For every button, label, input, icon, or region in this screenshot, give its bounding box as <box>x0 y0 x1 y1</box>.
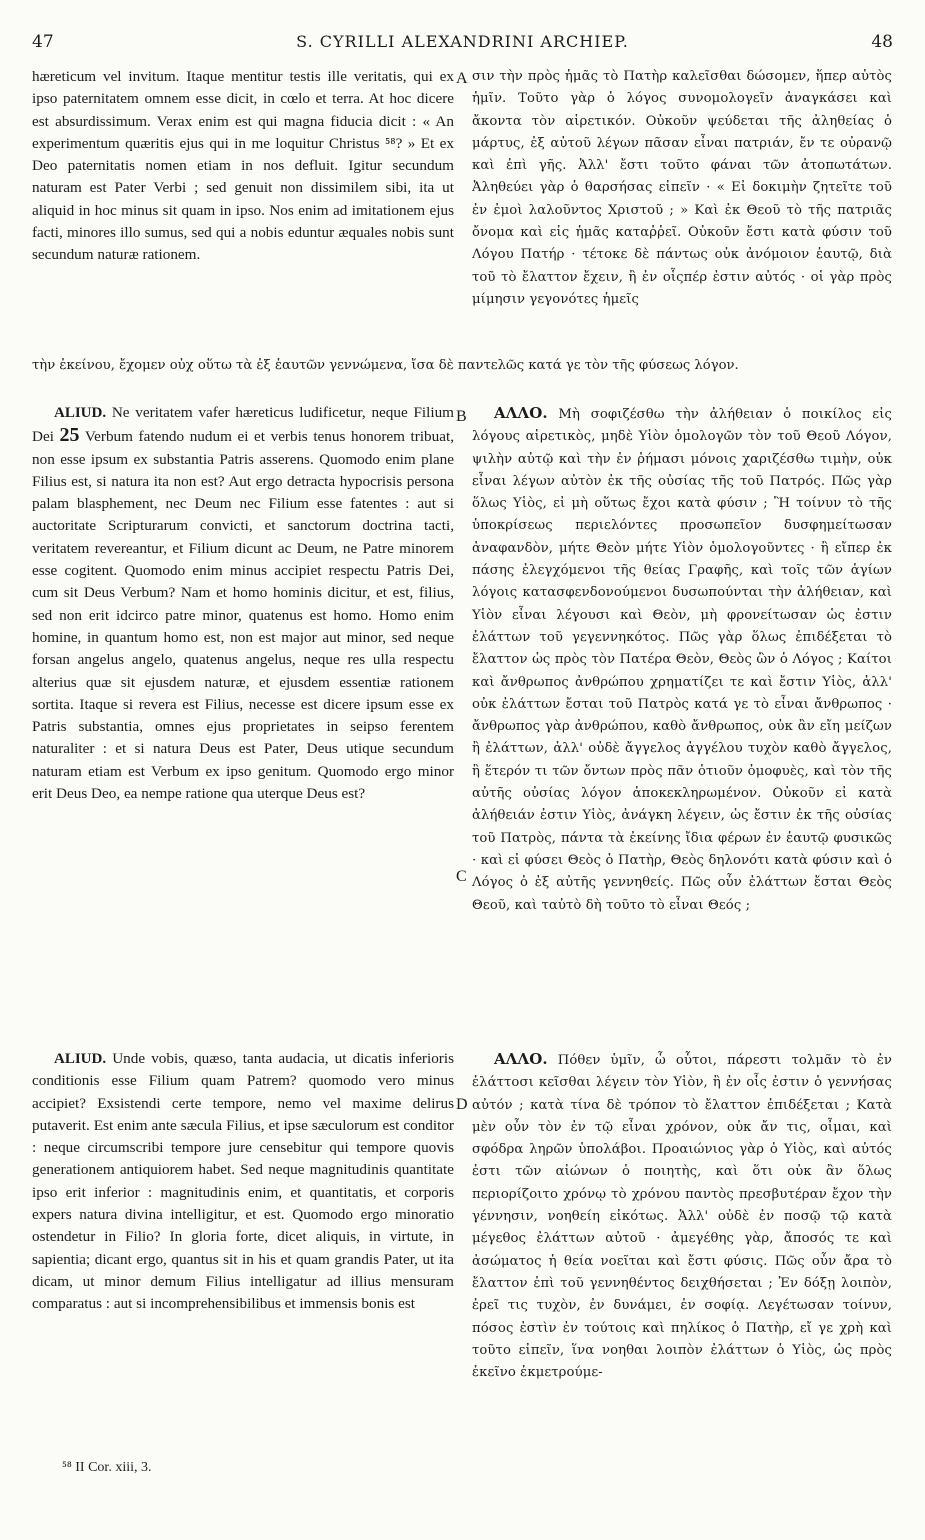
greek-paragraph-1-continuation: τὴν ἐκείνου, ἔχομεν οὐχ οὕτω τὰ ἐξ ἑαυτῶν γεννώμενα, ἴσα δὲ παντελῶς κατά γε τὸν τῆς φύσεως λόγον. <box>32 358 739 373</box>
page-number-right: 48 <box>871 32 893 52</box>
greek-paragraph-2 <box>472 402 892 917</box>
margin-marker-b: B <box>456 408 467 425</box>
margin-marker-c: C <box>456 868 467 885</box>
latin-paragraph-3 <box>32 1048 454 1316</box>
latin-paragraph-2-text-a: Ne veritatem vafer hæreticus ludificetur, neque Filium Dei <box>32 404 454 446</box>
section-label-3: ALIUD. <box>54 1051 107 1067</box>
bold-page-number: 25 <box>59 424 80 447</box>
greek-paragraph-3-text: Πόθεν ὑμῖν, ὦ οὗτοι, πάρεστι τολμᾶν τὸ ἐν ἐλάττοσι κεῖσθαι λέγειν τὸν Υἱὸν, ἢ ἐν οἷς ἐστιν ὁ γεννήσας αὐτόν ; κατὰ τίνα δὲ τρόπον τὸ ἔλαττον ἐπιδέξεται ; Κατὰ μὲν οὖν τὸν ἐν τῷ εἶναι χρόνον, οὐκ ἄν τις, οἶμαι, καὶ σφόδρα ληρῶν ὑπολάβοι. Προαιώνιος γὰρ ὁ Υἱὸς, καὶ αὐτός ἐστι τῶν αἰώνων ὁ ποιητὴς, καὶ ὅτι οὐκ ἂν ὅλως περιορίζοιτο χρόνῳ τὸ χρόνου παντὸς πρεσβυτέραν ἔχον τὴν γέννησιν, νοηθείη εἰκότως. Ἀλλ' οὐδὲ ἐν ποσῷ τῷ κατὰ μέγεθος ἐλάττων αὐτοῦ · ἀμεγέθης γὰρ, ἄποσός τε καὶ ἀσώματος ἡ θεία νοεῖται καὶ ἔστι φύσις. Πῶς οὖν ἄρα τὸ ἔλαττον ἐπὶ τοῦ γεννηθέντος δειχθήσεται ; Ἐν δόξῃ λοιπὸν, ἐρεῖ τις τυχὸν, ἐν δυνάμει, ἐν σοφίᾳ. Λεγέτωσαν τοίνυν, πόσος ἐστὶν ἐν τούτοις καὶ πηλίκος ὁ Πατὴρ, εἴ γε χρὴ καὶ τοῦτο εἰπεῖν, ἵνα νοηθαι λοιπὸν ἐλάττων ὁ Υἱὸς, ὡς πρὸς ἐκεῖνο ἐκμετρούμε- <box>472 1053 892 1381</box>
greek-paragraph-1: σιν τὴν πρὸς ἡμᾶς τὸ Πατὴρ καλεῖσθαι δώσομεν, ἥπερ αὐτὸς ἡμῖν. Τοῦτο γὰρ ὁ λόγος συνομολογεῖν ἀναγκάσει καὶ ἄκοντα τὸν αἱρετικόν. Οὐκοῦν ψεύδεται τῆς ἀληθείας ὁ μάρτυς, ἐξ αὐτοῦ λέγων πᾶσαν εἶναι πατριάν, ἔν τε οὐρανῷ καὶ ἐπὶ γῆς. Ἀλλ' ἔστι τοῦτο φάναι τῶν ἀτοπωτάτων. Ἀληθεύει γὰρ ὁ θαρσήσας εἰπεῖν · « Εἰ δοκιμὴν ζητεῖτε τοῦ ἐν ἐμοὶ λαλοῦντος Χριστοῦ ; » Καὶ ἐκ Θεοῦ τὸ τῆς πατριᾶς ὄνομα καὶ εἰς ἡμᾶς καταῤῥεῖ. Οὐκοῦν ἔστι κατὰ φύσιν τοῦ Λόγου Πατήρ · τέτοκε δὲ πάντως οὐκ ἀνόμοιον ἑαυτῷ, διὰ τοῦ τὸ ἔλαττον ἔχειν, ἢ ἐν οἷςπέρ ἐστιν αὐτός · οἱ γὰρ πρὸς μίμησιν γεγονότες ἡμεῖς <box>472 69 892 307</box>
running-title: S. CYRILLI ALEXANDRINI ARCHIEP. <box>296 32 629 51</box>
section-label-greek-3: ΑΛΛΟ. <box>494 1050 548 1068</box>
latin-paragraph-1: hæreticum vel invitum. Itaque mentitur testis ille veritatis, qui ex ipso paternitatem omnem esse dicit, in cœlo et terra. At hoc dicere est absurdissimum. Verax enim est qui magna fiducia dicit : « An experimentum quæritis ejus qui in me loquitur Christus ⁵⁸? » Et ex Deo paternitatis nomen etiam in nos defluit. Igitur secundum naturam est Pater Verbi ; sed genuit non dissimilem sibi, ita ut aliquid in hoc minus sit quam in ipso. Nos enim ad imitationem ejus facti, minores illo sumus, sed qui a nobis eduntur æquales nobis sunt secundum naturæ rationem. <box>32 68 454 264</box>
page-header <box>32 32 893 58</box>
footnote: ⁵⁸ II Cor. xiii, 3. <box>62 1460 152 1475</box>
section-label-greek: ΑΛΛΟ. <box>494 404 548 422</box>
page-number-left: 47 <box>32 32 54 52</box>
section-label: ALIUD. <box>54 405 107 421</box>
latin-paragraph-2 <box>32 402 454 805</box>
latin-paragraph-3-text: Unde vobis, quæso, tanta audacia, ut dicatis inferioris conditionis esse Filium quam Patrem? quomodo vero minus accipiet? Exsistendi certe tempore, nemo vel maxime delirus putaverit. Est enim ante sæcula Filius, et ipse sæculorum est conditor : neque circumscribi tempore jure censebitur qui tempore quovis generationem antiquiorem habet. Sed neque magnitudinis quantitate ipso erit inferior : magnitudinis enim, et quantitatis, et corporis expers natura divina intelligitur, et est. Quomodo ergo minoratio ostendetur in Filio? In gloria forte, dicet aliquis, in virtute, in sapientia; dicant ergo, quantus sit in his et quam grandis Pater, ut ita dicam, ut minor demum Filius intelligatur ad illius mensuram comparatus : aut si incomprehensibilibus et immensis bonis est <box>32 1050 454 1313</box>
margin-marker-a: A <box>456 70 468 87</box>
greek-paragraph-3 <box>472 1048 892 1384</box>
greek-paragraph-2-text: Μὴ σοφιζέσθω τὴν ἀλήθειαν ὁ ποικίλος εἰς λόγους αἱρετικὸς, μηδὲ Υἱὸν ὁμολογῶν τὸν τοῦ Θεοῦ Λόγον, ψιλὴν αὐτῷ καὶ τὴν ἐν ῥήμασι μόνοις χαριζέσθω τιμὴν, οὐκ εἶναι λέγων αὐτὸν ἐκ τῆς οὐσίας τῆς τοῦ Πατρός. Πῶς γὰρ ὅλως Υἱὸς, εἰ μὴ οὕτως ἔχοι κατὰ φύσιν ; Ἢ τοίνυν τὸ τῆς ὑποκρίσεως περιελόντες προσωπεῖον δυσφημείτωσαν ἀναφανδὸν, μήτε Θεὸν μήτε Υἱὸν ὁμολογοῦντες · ἢ εἴπερ ἐκ πάσης ἐλεγχόμενοι τῆς θείας Γραφῆς, καὶ τοῖς τῶν ἁγίων λόγοις κατασφενδονούμενοι δυσωπούνται τὴν ἀλήθειαν, καὶ Υἱὸν εἶναι λέγουσι καὶ Θεὸν, μὴ φρονείτωσαν ὡς ἐστιν ἐλάττων τοῦ γεγεννηκότος. Πῶς γὰρ ὅλως ἐπιδέξεται τὸ ἔλαττον ὡς πρὸς τὸν Πατέρα Θεὸν, Θεὸς ὢν ὁ Λόγος ; Καίτοι καὶ ἄνθρωπος ἀνθρώπου χρηματίζει τε καὶ ἔστιν Υἱὸς, ἀλλ' οὐκ ἐλάττων ἔσται τοῦ Πατρὸς κατά γε τὸ εἶναι ἄνθρωπος · ἄνθρωπος γὰρ ἀνθρώπου, καθὸ ἄνθρωπος, οὐκ ἂν εἴη μείζων ἢ ἐλάττων, ἀλλ' οὐδὲ ἄγγελος ἀγγέλου τυχὸν καθὸ ἄγγελος, ἢ ἕτερόν τι τῶν ὄντων πρὸς πᾶν ὁτιοῦν ὁμοφυὲς, καὶ τὸν τῆς αὐτῆς οὐσίας λόγον ἀποκεκληρωμένον. Οὐκοῦν εἰ κατὰ ἀλήθειάν ἐστιν Υἱὸς, ἀνάγκη λέγειν, ὡς ἔστιν ἐκ τῆς οὐσίας τοῦ Πατρὸς, πάντα τὰ ἐκείνης ἴδια φέρων ἐν ἑαυτῷ φυσικῶς · καὶ εἰ φύσει Θεὸς ὁ Πατὴρ, Θεὸς δηλονότι κατὰ φύσιν καὶ ὁ Λόγος ὁ ἐξ αὐτῆς γεννηθείς. Πῶς οὖν ἐλάττων ἔσται Θεὸς Θεοῦ, καὶ ταὐτὸ δὴ τοῦτο τὸ εἶναι Θεός ; <box>472 407 892 913</box>
latin-paragraph-2-text-b: Verbum fatendo nudum ei et verbis tenus honorem tribuat, non esse ipsum ex substantia Patris asserens. Quomodo enim plane Filius est, si natura ita non est? Aut ergo detracta hypocrisis persona palam blasphement, nec Deum nec Filium esse fatentes : aut si auctoritate Scripturarum convicti, et sanctorum doctrina tacti, veritatem revereantur, et Filium dicunt ac Deum, ne Patre minorem esse cogitent. Quomodo enim minus accipiet respectu Patris Dei, cum sit Deus Verbum? Nam et homo hominis dicitur, et est, filius, sed non erit idcirco patre minor, quatenus est homo. Homo enim homine, in quantum homo est, non est major aut minor, sed neque forsan angelus angelo, quatenus angelus, neque res ulla respectu alterius quæ sit ejusdem naturæ, et ejusdem essentiæ rationem sortita. Itaque si revera est Filius, necesse est dicere ipsum esse ex Patris substantia, omnes ejus proprietates in seipso ferentem naturaliter : et si natura Deus est Pater, Deus utique secundum naturam etiam est Verbum ex ipso genitum. Quomodo ergo minor erit Deus Deo, ea nempe ratione qua uterque Deus est? <box>32 428 454 803</box>
margin-marker-d: D <box>456 1096 468 1113</box>
